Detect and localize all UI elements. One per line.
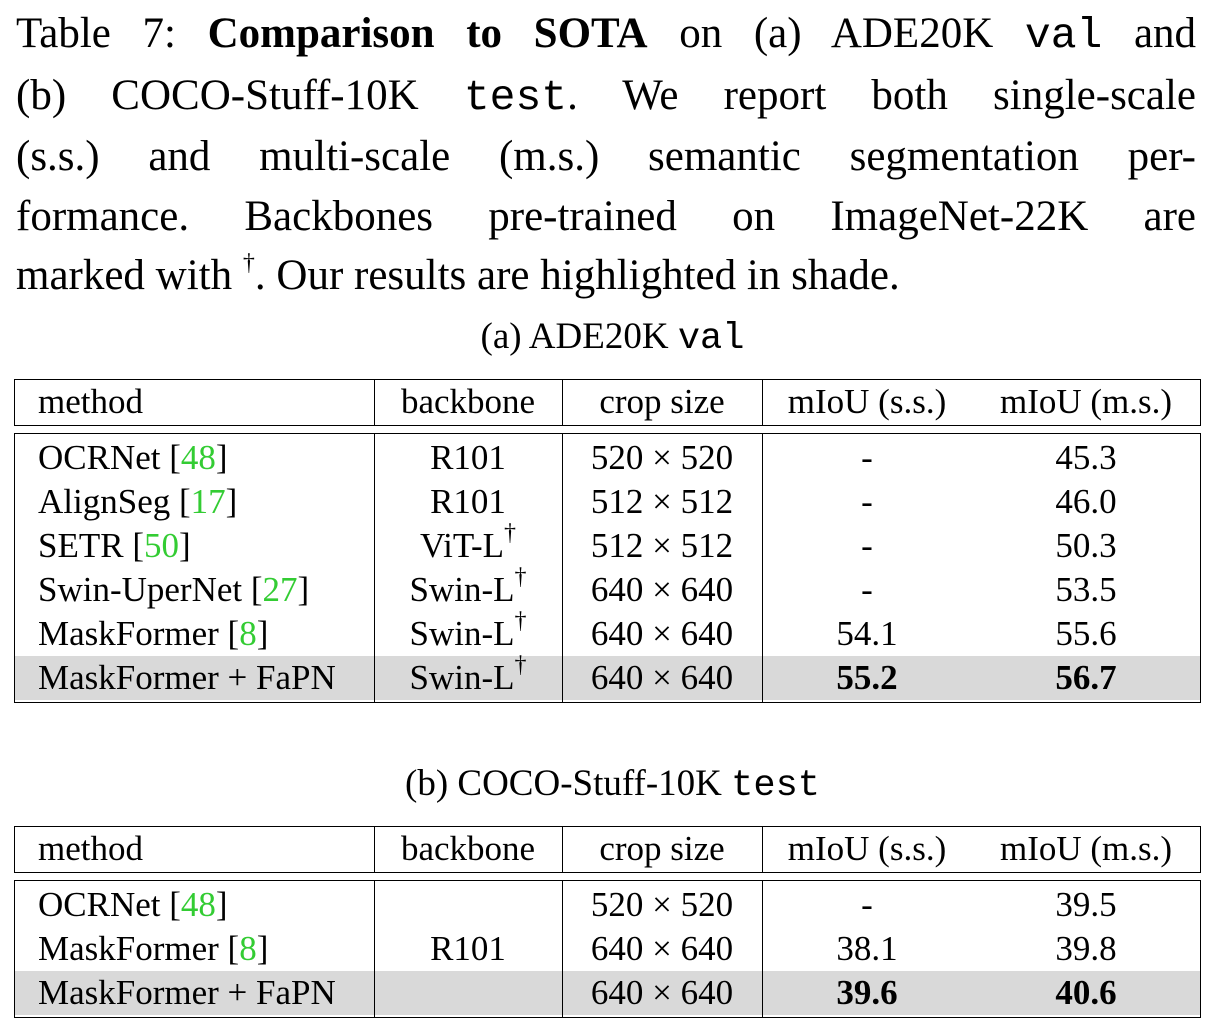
- cell-miou-ss: 55.2: [836, 658, 898, 697]
- column-divider: [762, 881, 763, 1017]
- dagger-mark: †: [504, 520, 517, 547]
- table-row-highlighted: [15, 971, 1200, 1015]
- cell-backbone: [374, 608, 562, 656]
- cell-miou-ss: 39.6: [836, 973, 898, 1012]
- citation-link[interactable]: 48: [180, 885, 216, 924]
- citation-link[interactable]: 8: [239, 929, 257, 968]
- cell-miou-ss: 54.1: [836, 614, 898, 653]
- cell-miou-ss: 38.1: [836, 929, 898, 968]
- cell-backbone: [374, 520, 562, 568]
- table-b-title-text: (b) COCO-Stuff-10K: [405, 763, 722, 804]
- cell-miou-ms: 53.5: [1055, 570, 1117, 609]
- cell-crop-size: 640 × 640: [590, 973, 734, 1012]
- backbone-name: Swin-L: [409, 658, 515, 697]
- cell-miou-ms: 45.3: [1055, 438, 1117, 477]
- table-row: [15, 927, 1200, 971]
- caption-text: on (a) ADE20K: [679, 10, 994, 57]
- method-name: OCRNet [: [38, 438, 181, 477]
- cell-miou-ms: 39.8: [1055, 929, 1117, 968]
- citation-link[interactable]: 17: [190, 482, 226, 521]
- table-b-title: [0, 762, 1225, 808]
- table-row: [15, 883, 1200, 927]
- header-method: method: [38, 382, 143, 421]
- cell-miou-ms: 46.0: [1055, 482, 1117, 521]
- table-ade20k: [14, 379, 1201, 705]
- cell-backbone: [374, 652, 562, 700]
- caption-line-3: (s.s.) and multi-scale (m.s.) semantic segmentation per-: [16, 133, 1196, 180]
- method-name: MaskFormer [: [38, 929, 240, 968]
- bracket: ]: [215, 885, 228, 924]
- table-b-title-code: test: [731, 765, 820, 807]
- method-name: MaskFormer [: [38, 614, 240, 653]
- header-miou-ms: mIoU (m.s.): [999, 382, 1173, 421]
- column-divider: [374, 881, 375, 1017]
- bracket: ]: [297, 570, 310, 609]
- table-a-title-code: val: [677, 318, 745, 360]
- backbone-name: R101: [430, 438, 506, 477]
- backbone-name: R101: [430, 482, 506, 521]
- table-row: [15, 608, 1200, 656]
- column-divider: [562, 434, 563, 702]
- cell-crop-size: 520 × 520: [590, 438, 734, 477]
- cell-miou-ss: -: [861, 438, 873, 477]
- table-row: [15, 564, 1200, 612]
- header-miou-ms: mIoU (m.s.): [999, 829, 1173, 868]
- cell-backbone: [374, 564, 562, 612]
- dagger-mark: †: [514, 608, 527, 635]
- citation-link[interactable]: 27: [262, 570, 298, 609]
- dagger-mark: †: [242, 249, 255, 276]
- method-name: OCRNet [: [38, 885, 181, 924]
- header-miou-ss: mIoU (s.s.): [787, 829, 947, 868]
- citation-link[interactable]: 50: [143, 526, 179, 565]
- cell-miou-ms: 40.6: [1055, 973, 1117, 1012]
- caption-text: (b) COCO-Stuff-10K: [16, 71, 419, 119]
- backbone-name: ViT-L: [419, 526, 505, 565]
- method-name: MaskFormer + FaPN: [38, 658, 336, 697]
- table-row-highlighted: [15, 652, 1200, 700]
- cell-method: [38, 480, 237, 524]
- cell-miou-ms: 55.6: [1055, 614, 1117, 653]
- column-divider: [762, 434, 763, 702]
- header-miou-ss: mIoU (s.s.): [787, 382, 947, 421]
- cell-method: [38, 971, 336, 1015]
- cell-crop-size: 520 × 520: [590, 885, 734, 924]
- cell-backbone: [374, 480, 562, 524]
- header-backbone: backbone: [400, 829, 536, 868]
- cell-miou-ms: 39.5: [1055, 885, 1117, 924]
- table-body: [14, 433, 1201, 703]
- header-backbone: backbone: [400, 382, 536, 421]
- table-header: [14, 379, 1201, 426]
- caption-text: marked with: [16, 252, 233, 299]
- bracket: ]: [225, 482, 238, 521]
- backbone-name: Swin-L: [409, 614, 515, 653]
- cell-miou-ms: 56.7: [1055, 658, 1117, 697]
- method-name: SETR [: [38, 526, 144, 565]
- backbone-name: Swin-L: [409, 570, 515, 609]
- cell-crop-size: 512 × 512: [590, 526, 734, 565]
- column-divider: [374, 434, 375, 702]
- bracket: ]: [256, 614, 269, 653]
- cell-method: [38, 568, 309, 612]
- method-name: Swin-UperNet [: [38, 570, 263, 609]
- header-crop-size: crop size: [599, 382, 725, 421]
- caption-bold-title: Comparison to SOTA: [207, 10, 648, 57]
- caption-line-1: [16, 4, 1196, 66]
- table-body: [14, 880, 1201, 1018]
- cell-miou-ss: -: [861, 570, 873, 609]
- caption-text: . We report both single-scale: [567, 71, 1197, 119]
- table-a-title: [0, 315, 1225, 361]
- cell-method: [38, 612, 268, 656]
- bracket: ]: [178, 526, 191, 565]
- cell-miou-ms: 50.3: [1055, 526, 1117, 565]
- cell-method: [38, 883, 228, 927]
- cell-crop-size: 512 × 512: [590, 482, 734, 521]
- header-method: method: [38, 829, 143, 868]
- cell-backbone-shared: R101: [430, 929, 506, 968]
- cell-crop-size: 640 × 640: [590, 614, 734, 653]
- header-crop-size: crop size: [599, 829, 725, 868]
- caption-line-2: [16, 66, 1196, 128]
- table-row: [15, 436, 1200, 480]
- cell-crop-size: 640 × 640: [590, 658, 734, 697]
- caption-code-val: val: [1024, 11, 1103, 60]
- table-coco-stuff: [14, 826, 1201, 1020]
- caption-line-5: [16, 246, 1196, 306]
- table-row: [15, 520, 1200, 568]
- column-divider: [562, 881, 563, 1017]
- bracket: ]: [215, 438, 228, 477]
- cell-method: [38, 436, 228, 480]
- citation-link[interactable]: 48: [180, 438, 216, 477]
- citation-link[interactable]: 8: [239, 614, 257, 653]
- table-header: [14, 826, 1201, 873]
- table-caption: [16, 4, 1196, 306]
- method-name: MaskFormer + FaPN: [38, 973, 336, 1012]
- table-row: [15, 480, 1200, 524]
- method-name: AlignSeg [: [38, 482, 191, 521]
- caption-text: and: [1133, 10, 1197, 57]
- cell-method: [38, 524, 191, 568]
- cell-crop-size: 640 × 640: [590, 929, 734, 968]
- cell-backbone: [374, 436, 562, 480]
- cell-method: [38, 927, 268, 971]
- caption-line-4: formance. Backbones pre-trained on ImageNet-22K are: [16, 192, 1196, 240]
- cell-miou-ss: -: [861, 885, 873, 924]
- caption-code-test: test: [463, 72, 568, 122]
- cell-method: [38, 656, 336, 700]
- dagger-mark: †: [514, 564, 527, 591]
- cell-crop-size: 640 × 640: [590, 570, 734, 609]
- dagger-mark: †: [514, 652, 527, 679]
- table-a-title-text: (a) ADE20K: [480, 316, 669, 357]
- cell-miou-ss: -: [861, 482, 873, 521]
- caption-text: . Our results are highlighted in shade.: [254, 252, 900, 299]
- bracket: ]: [256, 929, 269, 968]
- cell-miou-ss: -: [861, 526, 873, 565]
- caption-label: Table 7:: [16, 10, 176, 57]
